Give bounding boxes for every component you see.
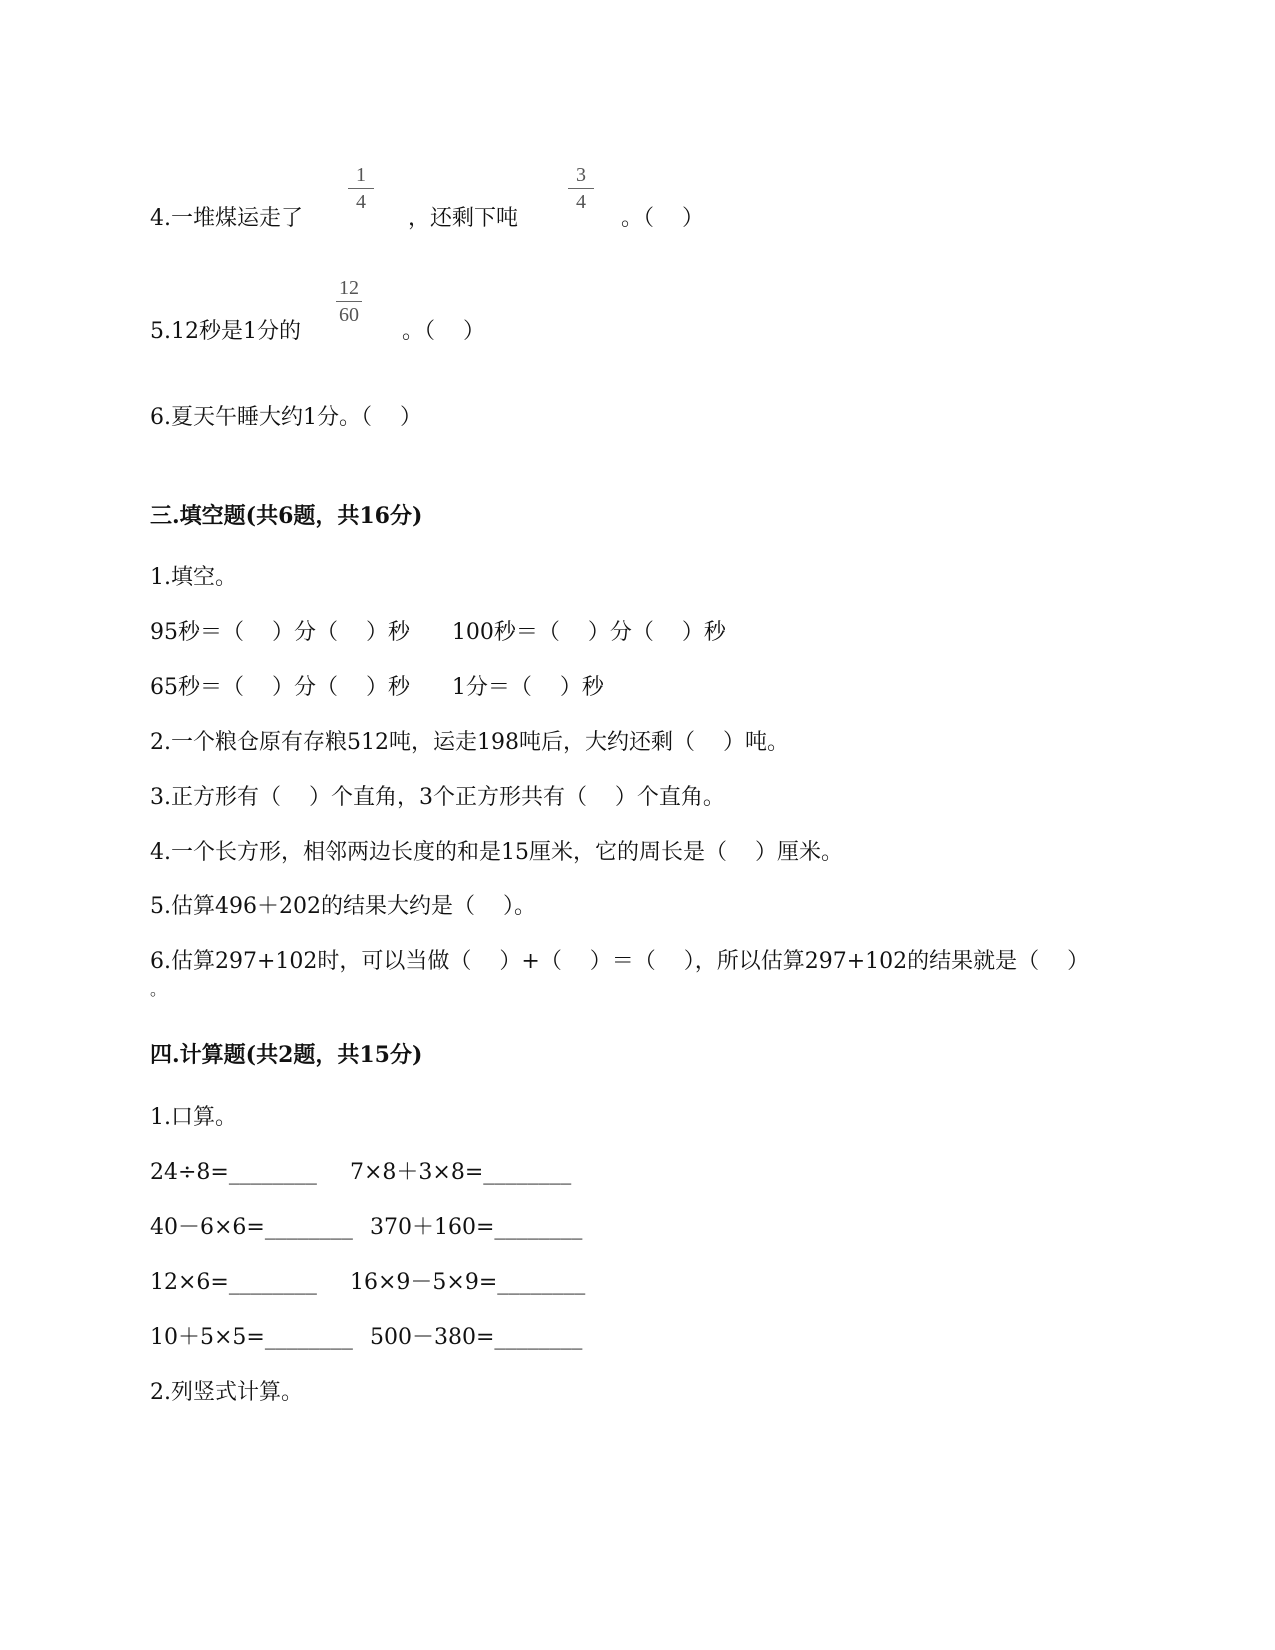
fraction-bar — [348, 188, 374, 189]
judge-q5-text-b: 。（ ） — [402, 319, 485, 344]
fill-q1-row1: 95秒＝（ ）分（ ）秒 100秒＝（ ）分（ ）秒 — [150, 620, 726, 645]
judge-q4-text-c: 。（ ） — [621, 206, 704, 231]
fraction-denominator: 60 — [339, 304, 359, 326]
calc-q1: 1.口算。 — [150, 1105, 237, 1130]
calc-item: 40－6×6=________ — [150, 1215, 353, 1240]
section-3-heading: 三.填空题(共6题，共16分) — [150, 503, 423, 529]
fraction-bar — [568, 188, 594, 189]
fill-q1-row2: 65秒＝（ ）分（ ）秒 1分＝（ ）秒 — [150, 675, 604, 700]
calc-item: 24÷8=________ — [150, 1160, 317, 1185]
fraction-three-quarters — [566, 164, 596, 213]
judge-q4-text-a: 4.一堆煤运走了 — [150, 206, 303, 231]
fill-q3: 3.正方形有（ ）个直角，3个正方形共有（ ）个直角。 — [150, 785, 725, 810]
fraction-numerator: 1 — [356, 164, 366, 186]
fraction-denominator: 4 — [356, 191, 366, 213]
fill-q6: 6.估算297+102时，可以当做（ ）+（ ）＝（ ），所以估算297+102的结果就是（ ） — [150, 949, 1090, 974]
fraction-one-quarter — [346, 164, 376, 213]
fill-q5: 5.估算496＋202的结果大约是（ ）。 — [150, 894, 536, 919]
fill-q1: 1.填空。 — [150, 565, 237, 590]
fill-q4: 4.一个长方形，相邻两边长度的和是15厘米，它的周长是（ ）厘米。 — [150, 840, 843, 865]
calc-item: 370＋160=________ — [370, 1215, 583, 1240]
fraction-twelve-sixtieths — [334, 277, 364, 326]
fill-q6-continuation: 。 — [150, 980, 167, 999]
calc-item: 10＋5×5=________ — [150, 1325, 353, 1350]
calc-q2: 2.列竖式计算。 — [150, 1380, 303, 1405]
calc-item: 12×6=________ — [150, 1270, 317, 1295]
section-4-heading: 四.计算题(共2题，共15分) — [150, 1042, 423, 1068]
judge-q5-text-a: 5.12秒是1分的 — [150, 319, 301, 344]
fraction-bar — [336, 301, 362, 302]
judge-q6: 6.夏天午睡大约1分。（ ） — [150, 405, 422, 430]
fill-q2: 2.一个粮仓原有存粮512吨，运走198吨后，大约还剩（ ）吨。 — [150, 730, 789, 755]
fraction-numerator: 3 — [576, 164, 586, 186]
calc-item: 16×9－5×9=________ — [350, 1270, 586, 1295]
calc-item: 7×8＋3×8=________ — [350, 1160, 572, 1185]
judge-q4-text-b: ，还剩下吨 — [408, 206, 519, 231]
fraction-numerator: 12 — [339, 277, 359, 299]
fraction-denominator: 4 — [576, 191, 586, 213]
calc-item: 500－380=________ — [370, 1325, 583, 1350]
